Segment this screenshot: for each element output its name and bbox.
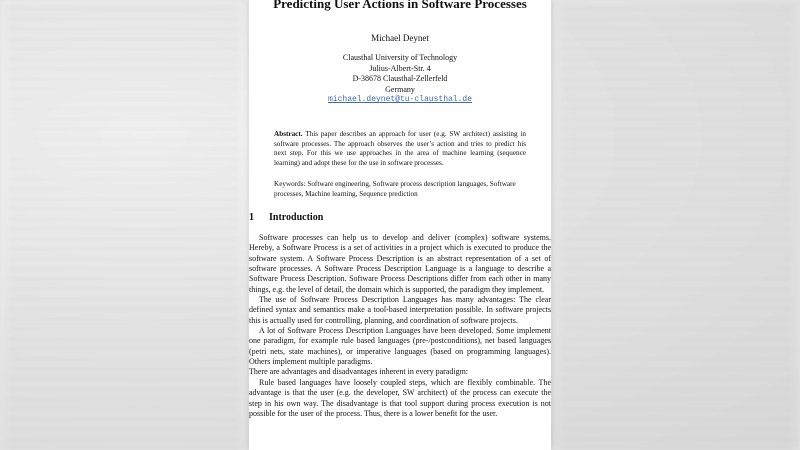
abstract-label: Abstract. — [274, 130, 303, 138]
body-paragraph: There are advantages and disadvantages inherent in every paradigm: — [249, 367, 469, 377]
affiliation-block — [249, 53, 551, 106]
affiliation-line: Germany — [385, 84, 415, 94]
section-number: 1 — [249, 212, 254, 223]
abstract-text: This paper describes an approach for user (e.g. SW architect) assisting in software processes. The approach observes the user’s action and tries to predict his next step. For this we use approaches in the area of machine learning (sequence learning) and adopt these for the use in software processes. — [274, 130, 526, 168]
email-link[interactable]: michael.deynet@tu-clausthal.de — [327, 95, 473, 105]
affiliation-line: D-38678 Clausthal-Zellerfeld — [352, 74, 448, 84]
section-title: Introduction — [269, 212, 324, 223]
abstract-block — [274, 130, 526, 169]
affiliation-line: Julius-Albert-Str. 4 — [369, 63, 431, 73]
blurred-background-text-right — [562, 0, 792, 450]
body-paragraph: A lot of Software Process Description Languages have been developed. Some implement one paradigm, for example rule based languages (pre-/postconditions), net based languages (petri nets, state machines), or imperative languages (based on programming languages). Others implement multiple paradigms. — [249, 326, 551, 367]
body-paragraph: Rule based languages have loosely coupled steps, which are flexibly combinable. The advantage is that the user (e.g. the developer, SW architect) of the process can execute the step in his own way. The disadvantage is that tool support during process execution is not possible for the user of the process. Thus, there is a lower benefit for the user. — [249, 377, 551, 418]
body-paragraph: The use of Software Process Description Languages has many advantages: The clear defined syntax and semantics make a tool-based interpretation possible. In software projects this is actually used for controlling, planning, and coordination of software projects. — [249, 295, 551, 325]
body-text — [249, 233, 551, 419]
keywords-text: Keywords: Software engineering, Software process description languages, Software processes, Machine learning, Sequence prediction — [274, 180, 516, 198]
author-name: Michael Deynet — [371, 33, 429, 43]
blurred-background-text-left — [8, 0, 238, 450]
paper-title: Predicting User Actions in Software Processes — [273, 0, 527, 11]
affiliation-line: Clausthal University of Technology — [342, 53, 458, 62]
section-heading — [249, 211, 323, 224]
body-paragraph: Software processes can help us to develop and deliver (complex) software systems. Hereby, a Software Process is a set of activities in a project which is executed to produce the software system. A Software Process Description is an abstract representation of a set of software processes. A Software Process Description Language is a language to describe a Software Process Description. Software Process Descriptions differ from each other in many things, e.g. the level of detail, the domain which is supported, the paradigm they implement. — [249, 233, 551, 294]
document-page — [249, 0, 551, 450]
